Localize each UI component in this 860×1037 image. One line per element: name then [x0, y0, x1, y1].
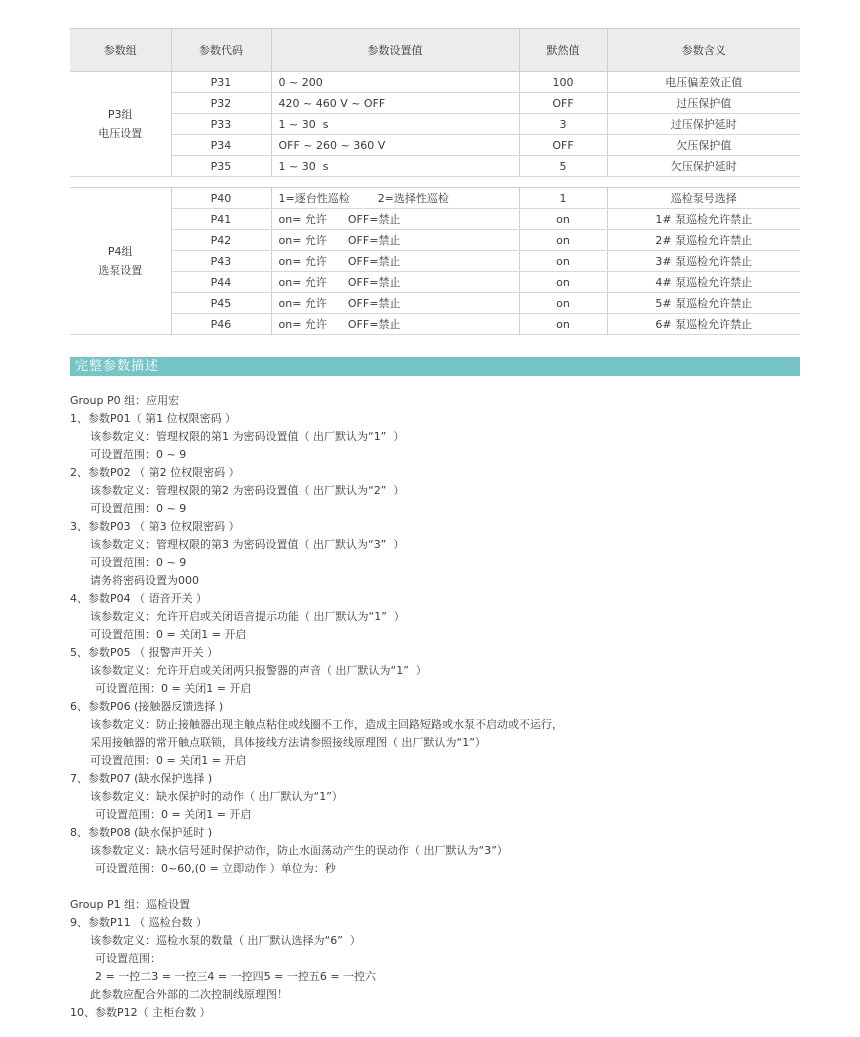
description-line: 可设置范围：0 = 关闭1 = 开启: [90, 754, 247, 767]
description-line: 可设置范围：0 = 关闭1 = 开启: [95, 808, 252, 821]
description-line: 该参数定义：防止接触器出现主触点粘住或线圈不工作，造成主回路短路或水泵不启动或不运行，: [90, 718, 563, 731]
group-name-line2: 选泵设置: [98, 264, 143, 277]
param-value-cell: on= 允许 OFF=禁止: [271, 209, 519, 230]
param-code-cell: P43: [171, 251, 271, 272]
description-line: 可设置范围：0 ~ 9: [90, 502, 187, 515]
description-line: 该参数定义：允许开启或关闭语音提示功能（ 出厂默认为“1” ）: [90, 610, 405, 623]
default-value-cell: 100: [519, 72, 607, 93]
default-value-cell: 1: [519, 188, 607, 209]
param-code-cell: P42: [171, 230, 271, 251]
description-heading: Group P0 组：应用宏: [70, 394, 180, 407]
param-meaning-cell: 6# 泵巡检允许禁止: [607, 314, 800, 335]
group-name-line2: 电压设置: [98, 127, 143, 140]
default-value-cell: on: [519, 272, 607, 293]
blank-line: [70, 878, 800, 896]
description-line: 可设置范围：0 = 关闭1 = 开启: [95, 682, 252, 695]
param-value-cell: on= 允许 OFF=禁止: [271, 293, 519, 314]
description-line: 可设置范围：: [95, 952, 161, 965]
description-heading: 5、参数P05 （ 报警声开关 ）: [70, 646, 219, 659]
description-line: 此参数应配合外部的二次控制线原理图！: [90, 988, 288, 1001]
description-line: 请务将密码设置为000: [90, 574, 199, 587]
param-meaning-cell: 欠压保护延时: [607, 156, 800, 177]
group-separator: [70, 177, 800, 188]
separator-cell: [70, 177, 800, 188]
param-code-cell: P45: [171, 293, 271, 314]
default-value-cell: 5: [519, 156, 607, 177]
header-group: 参数组: [70, 29, 171, 72]
param-meaning-cell: 3# 泵巡检允许禁止: [607, 251, 800, 272]
default-value-cell: on: [519, 209, 607, 230]
description-heading: Group P1 组：巡检设置: [70, 898, 191, 911]
description-line: 可设置范围：0 ~ 9: [90, 448, 187, 461]
table-row: [70, 156, 800, 177]
group-name-line1: P3组: [107, 108, 133, 121]
header-default: 默然值: [519, 29, 607, 72]
param-code-cell: P46: [171, 314, 271, 335]
description-heading: 2、参数P02 （ 第2 位权限密码 ）: [70, 466, 240, 479]
default-value-cell: on: [519, 293, 607, 314]
param-code-cell: P31: [171, 72, 271, 93]
table-row: [70, 188, 800, 209]
description-line: 该参数定义：缺水信号延时保护动作，防止水面荡动产生的误动作（ 出厂默认为“3”）: [90, 844, 508, 857]
header-code: 参数代码: [171, 29, 271, 72]
description-heading: 3、参数P03 （ 第3 位权限密码 ）: [70, 520, 240, 533]
param-value-cell: 0 ~ 200: [271, 72, 519, 93]
parameter-description: [70, 392, 800, 1022]
param-value-cell: 420 ~ 460 V ~ OFF: [271, 93, 519, 114]
table-row: [70, 114, 800, 135]
param-meaning-cell: 欠压保护值: [607, 135, 800, 156]
param-meaning-cell: 巡检泵号选择: [607, 188, 800, 209]
description-line: 该参数定义：允许开启或关闭两只报警器的声音（ 出厂默认为“1” ）: [90, 664, 427, 677]
description-line: 2 = 一控二3 = 一控三4 = 一控四5 = 一控五6 = 一控六: [95, 970, 377, 983]
description-heading: 4、参数P04 （ 语音开关 ）: [70, 592, 208, 605]
table-row: [70, 135, 800, 156]
param-value-cell: on= 允许 OFF=禁止: [271, 272, 519, 293]
param-value-cell: 1=逐台性巡检 2=选择性巡检: [271, 188, 519, 209]
group-name-cell: [70, 188, 171, 335]
param-meaning-cell: 1# 泵巡检允许禁止: [607, 209, 800, 230]
default-value-cell: OFF: [519, 135, 607, 156]
param-code-cell: P32: [171, 93, 271, 114]
param-meaning-cell: 4# 泵巡检允许禁止: [607, 272, 800, 293]
description-heading: 10、参数P12（ 主柜台数 ）: [70, 1006, 211, 1019]
param-meaning-cell: 2# 泵巡检允许禁止: [607, 230, 800, 251]
param-code-cell: P33: [171, 114, 271, 135]
param-meaning-cell: 过压保护延时: [607, 114, 800, 135]
param-value-cell: on= 允许 OFF=禁止: [271, 314, 519, 335]
table-row: [70, 314, 800, 335]
param-value-cell: on= 允许 OFF=禁止: [271, 251, 519, 272]
description-line: 采用接触器的常开触点联锁，具体接线方法请参照接线原理图（ 出厂默认为“1”）: [90, 736, 486, 749]
table-row: [70, 93, 800, 114]
table-row: [70, 293, 800, 314]
description-heading: 1、参数P01（ 第1 位权限密码 ）: [70, 412, 237, 425]
param-value-cell: 1 ~ 30 s: [271, 114, 519, 135]
param-code-cell: P44: [171, 272, 271, 293]
description-heading: 7、参数P07 (缺水保护选择 ): [70, 772, 213, 785]
param-code-cell: P35: [171, 156, 271, 177]
description-line: 可设置范围：0~60,(0 = 立即动作 ）单位为：秒: [95, 862, 336, 875]
param-meaning-cell: 5# 泵巡检允许禁止: [607, 293, 800, 314]
description-heading: 9、参数P11 （ 巡检台数 ）: [70, 916, 208, 929]
description-line: 可设置范围：0 ~ 9: [90, 556, 187, 569]
table-row: [70, 272, 800, 293]
param-code-cell: P34: [171, 135, 271, 156]
header-value: 参数设置值: [271, 29, 519, 72]
param-code-cell: P40: [171, 188, 271, 209]
default-value-cell: on: [519, 314, 607, 335]
default-value-cell: 3: [519, 114, 607, 135]
default-value-cell: on: [519, 251, 607, 272]
description-line: 该参数定义：缺水保护时的动作（ 出厂默认为“1”）: [90, 790, 343, 803]
table-body: [70, 72, 800, 335]
group-name-cell: [70, 72, 171, 177]
table-row: [70, 72, 800, 93]
param-value-cell: 1 ~ 30 s: [271, 156, 519, 177]
param-value-cell: on= 允许 OFF=禁止: [271, 230, 519, 251]
param-meaning-cell: 电压偏差效正值: [607, 72, 800, 93]
section-title: 完整参数描述: [75, 359, 160, 374]
table-header-row: [70, 29, 800, 72]
table-row: [70, 251, 800, 272]
table-row: [70, 230, 800, 251]
description-line: 该参数定义：管理权限的第1 为密码设置值（ 出厂默认为“1” ）: [90, 430, 405, 443]
parameter-table: [70, 28, 800, 335]
param-code-cell: P41: [171, 209, 271, 230]
param-meaning-cell: 过压保护值: [607, 93, 800, 114]
header-meaning: 参数含义: [607, 29, 800, 72]
param-value-cell: OFF ~ 260 ~ 360 V: [271, 135, 519, 156]
description-line: 可设置范围：0 = 关闭1 = 开启: [90, 628, 247, 641]
description-line: 该参数定义：巡检水泵的数量（ 出厂默认选择为“6” ）: [90, 934, 361, 947]
description-heading: 6、参数P06 (接触器反馈选择 ): [70, 700, 224, 713]
description-heading: 8、参数P08 (缺水保护延时 ): [70, 826, 213, 839]
default-value-cell: OFF: [519, 93, 607, 114]
default-value-cell: on: [519, 230, 607, 251]
table-row: [70, 209, 800, 230]
group-name-line1: P4组: [107, 245, 133, 258]
description-line: 该参数定义：管理权限的第3 为密码设置值（ 出厂默认为“3” ）: [90, 538, 405, 551]
description-line: 该参数定义：管理权限的第2 为密码设置值（ 出厂默认为“2” ）: [90, 484, 405, 497]
section-header-bar: [70, 357, 800, 376]
